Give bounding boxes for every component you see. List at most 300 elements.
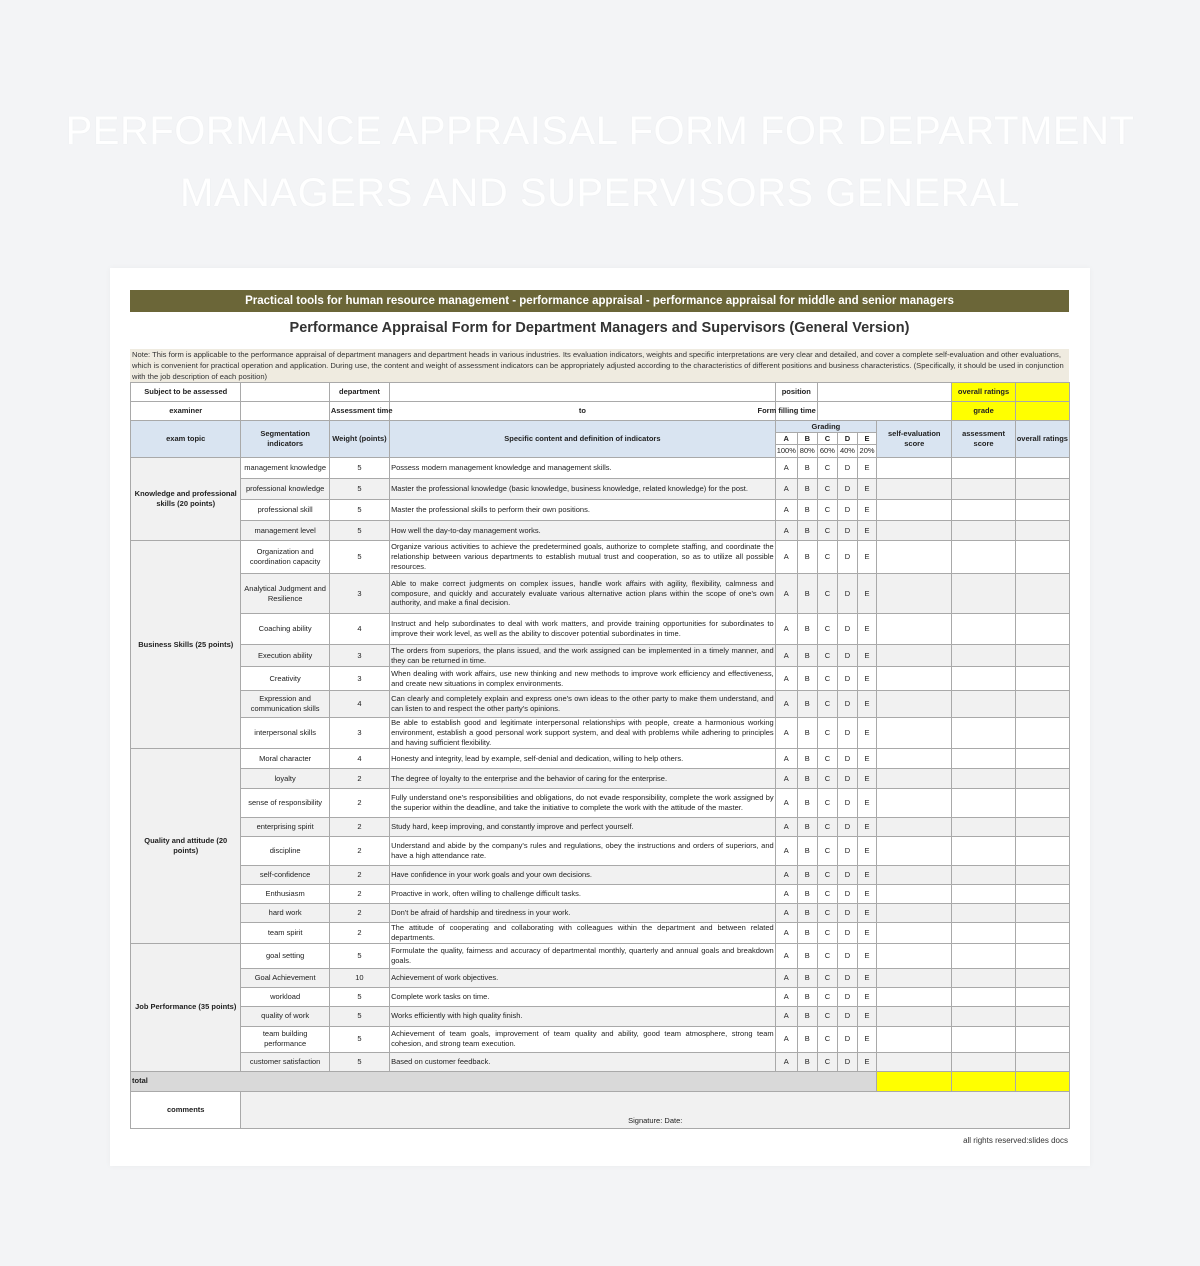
overall-rating-cell[interactable]	[1015, 691, 1069, 718]
self-eval-score-cell[interactable]	[877, 789, 952, 818]
content-cell: The degree of loyalty to the enterprise and the behavior of caring for the enterprise.	[390, 769, 776, 789]
grade-option-cell[interactable]: C	[817, 789, 837, 818]
content-cell: Can clearly and completely explain and express one's own ideas to the other party to make them understand, and can listen to and respect the other party's opinions.	[390, 691, 776, 718]
page-title-line-2: MANAGERS AND SUPERVISORS GENERAL	[180, 171, 1020, 215]
grade-option-cell[interactable]: D	[837, 1026, 857, 1052]
content-cell: Don't be afraid of hardship and tiredness in your work.	[390, 904, 776, 923]
weight-cell: 2	[329, 789, 389, 818]
grade-option-cell[interactable]: A	[775, 541, 797, 574]
grade-option-cell[interactable]: E	[858, 691, 877, 718]
grade-option-cell[interactable]: E	[858, 885, 877, 904]
indicator-cell: interpersonal skills	[241, 718, 329, 749]
weight-cell: 5	[329, 987, 389, 1006]
assessment-score-cell[interactable]	[952, 987, 1015, 1006]
overall-rating-cell[interactable]	[1015, 500, 1069, 521]
self-eval-score-cell[interactable]	[877, 749, 952, 769]
indicator-cell: sense of responsibility	[241, 789, 329, 818]
overall-rating-cell[interactable]	[1015, 645, 1069, 667]
header-exam-topic: exam topic	[131, 421, 241, 458]
grade-option-cell[interactable]: B	[797, 943, 817, 968]
table-row	[131, 1052, 1070, 1071]
exam-topic-cell: Job Performance (35 points)	[131, 943, 241, 1071]
grade-option-cell[interactable]: D	[837, 521, 857, 541]
grade-option-cell[interactable]: A	[775, 1026, 797, 1052]
weight-cell: 2	[329, 866, 389, 885]
grade-option-cell[interactable]: C	[817, 818, 837, 837]
assessment-score-cell[interactable]	[952, 885, 1015, 904]
grade-option-cell[interactable]: C	[817, 769, 837, 789]
grade-option-cell[interactable]: D	[837, 904, 857, 923]
grade-option-cell[interactable]: A	[775, 866, 797, 885]
grade-option-cell[interactable]: E	[858, 968, 877, 987]
assessment-score-cell[interactable]	[952, 645, 1015, 667]
grade-option-cell[interactable]: D	[837, 818, 857, 837]
self-eval-score-cell[interactable]	[877, 818, 952, 837]
position-input[interactable]	[817, 383, 952, 402]
form-title: Performance Appraisal Form for Department Managers and Supervisors (General Version)	[289, 320, 910, 336]
grade-option-cell[interactable]: B	[797, 645, 817, 667]
grade-option-cell[interactable]: E	[858, 718, 877, 749]
self-eval-score-cell[interactable]	[877, 1006, 952, 1026]
grade-option-cell[interactable]: C	[817, 541, 837, 574]
table-row	[131, 541, 1070, 574]
assessment-score-cell[interactable]	[952, 818, 1015, 837]
grade-option-cell[interactable]: E	[858, 789, 877, 818]
grade-option-cell[interactable]: C	[817, 458, 837, 479]
self-eval-score-cell[interactable]	[877, 691, 952, 718]
grade-option-cell[interactable]: B	[797, 479, 817, 500]
weight-cell: 2	[329, 769, 389, 789]
table-row	[131, 943, 1070, 968]
grade-option-cell[interactable]: A	[775, 691, 797, 718]
content-cell: Be able to establish good and legitimate interpersonal relationships with people, create a harmonious working environment, establish a good personal work support system, and deal with problems while adhering to principles and having sufficient flexibility.	[391, 718, 774, 747]
grade-option-cell[interactable]: B	[797, 904, 817, 923]
self-eval-score-cell[interactable]	[877, 458, 952, 479]
exam-topic-cell: Quality and attitude (20 points)	[131, 749, 241, 944]
assessment-score-cell[interactable]	[952, 500, 1015, 521]
grade-option-cell[interactable]: E	[858, 574, 877, 614]
overall-rating-cell[interactable]	[1015, 943, 1069, 968]
grade-option-cell[interactable]: A	[775, 968, 797, 987]
grade-option-cell[interactable]: B	[797, 968, 817, 987]
grade-option-cell[interactable]: D	[837, 667, 857, 691]
grade-option-cell[interactable]: C	[817, 749, 837, 769]
grade-option-cell[interactable]: C	[817, 479, 837, 500]
grade-option-cell[interactable]: E	[858, 521, 877, 541]
grade-option-cell[interactable]: E	[858, 500, 877, 521]
table-row	[131, 968, 1070, 987]
total-overall-cell[interactable]	[1015, 1071, 1069, 1091]
grade-option-cell[interactable]: E	[858, 1026, 877, 1052]
assessment-score-cell[interactable]	[952, 923, 1015, 944]
grade-option-cell[interactable]: E	[858, 479, 877, 500]
assessment-score-cell[interactable]	[952, 789, 1015, 818]
assessment-score-cell[interactable]	[952, 968, 1015, 987]
grade-option-cell[interactable]: C	[817, 574, 837, 614]
weight-cell: 3	[329, 718, 389, 749]
grade-option-cell[interactable]: E	[858, 1006, 877, 1026]
assessment-score-cell[interactable]	[952, 667, 1015, 691]
indicator-cell: workload	[241, 987, 329, 1006]
grade-option-cell[interactable]: A	[775, 574, 797, 614]
grade-option-cell[interactable]: C	[817, 923, 837, 944]
grade-option-cell[interactable]: D	[837, 458, 857, 479]
grade-option-cell[interactable]: B	[797, 1006, 817, 1026]
weight-cell: 2	[329, 923, 389, 944]
grade-option-cell[interactable]: B	[797, 574, 817, 614]
grade-option-cell[interactable]: E	[858, 818, 877, 837]
overall-rating-cell[interactable]	[1015, 667, 1069, 691]
grade-option-cell[interactable]: B	[797, 667, 817, 691]
content-cell: The attitude of cooperating and collaborating with colleagues within the department and between related departments.	[391, 923, 774, 942]
form-filling-input[interactable]	[817, 402, 952, 421]
document-card	[110, 268, 1090, 1166]
grade-option-cell[interactable]: E	[858, 866, 877, 885]
overall-rating-cell[interactable]	[1015, 614, 1069, 645]
grade-option-cell[interactable]: D	[837, 769, 857, 789]
self-eval-score-cell[interactable]	[877, 769, 952, 789]
overall-rating-cell[interactable]	[1015, 818, 1069, 837]
grade-option-cell[interactable]: D	[837, 574, 857, 614]
signature-cell[interactable]: Signature: Date:	[241, 1091, 1070, 1128]
overall-rating-cell[interactable]	[1015, 769, 1069, 789]
indicator-cell: professional knowledge	[241, 479, 329, 500]
grade-option-cell[interactable]: A	[775, 521, 797, 541]
grade-option-cell[interactable]: E	[858, 987, 877, 1006]
assessment-score-cell[interactable]	[952, 943, 1015, 968]
grade-option-cell[interactable]: B	[797, 1052, 817, 1071]
header-assessment: assessment score	[952, 421, 1015, 458]
indicator-cell: self-confidence	[241, 866, 329, 885]
table-row	[131, 718, 1070, 749]
grade-option-cell[interactable]: E	[858, 904, 877, 923]
grade-option-cell[interactable]: E	[858, 458, 877, 479]
assessment-score-cell[interactable]	[952, 837, 1015, 866]
self-eval-score-cell[interactable]	[877, 521, 952, 541]
grade-option-cell[interactable]: D	[837, 837, 857, 866]
table-row	[131, 749, 1070, 769]
weight-cell: 2	[329, 837, 389, 866]
self-eval-score-cell[interactable]	[877, 1052, 952, 1071]
grade-option-cell[interactable]: B	[797, 1026, 817, 1052]
overall-ratings-input[interactable]	[1015, 383, 1069, 402]
self-eval-score-cell[interactable]	[877, 574, 952, 614]
overall-rating-cell[interactable]	[1015, 574, 1069, 614]
indicator-cell: Moral character	[241, 749, 329, 769]
overall-rating-cell[interactable]	[1015, 479, 1069, 500]
grade-option-cell[interactable]: A	[775, 769, 797, 789]
grade-option-cell[interactable]: D	[837, 1052, 857, 1071]
grade-option-cell[interactable]: E	[858, 645, 877, 667]
grade-option-cell[interactable]: E	[858, 1052, 877, 1071]
overall-rating-cell[interactable]	[1015, 789, 1069, 818]
grade-option-cell[interactable]: C	[817, 968, 837, 987]
grade-option-cell[interactable]: A	[775, 614, 797, 645]
self-eval-score-cell[interactable]	[877, 987, 952, 1006]
grade-option-cell[interactable]: A	[775, 904, 797, 923]
overall-rating-cell[interactable]	[1015, 866, 1069, 885]
self-eval-score-cell[interactable]	[877, 645, 952, 667]
exam-topic-cell: Business Skills (25 points)	[131, 541, 241, 749]
indicator-cell: goal setting	[241, 943, 329, 968]
overall-rating-cell[interactable]	[1015, 749, 1069, 769]
weight-cell: 5	[329, 458, 389, 479]
appraisal-table	[130, 382, 1070, 1129]
grade-option-cell[interactable]: D	[837, 541, 857, 574]
grade-option-cell[interactable]: D	[837, 866, 857, 885]
table-row	[131, 987, 1070, 1006]
assessment-score-cell[interactable]	[952, 1052, 1015, 1071]
table-row	[131, 769, 1070, 789]
grade-input[interactable]	[1015, 402, 1069, 421]
self-eval-score-cell[interactable]	[877, 614, 952, 645]
weight-cell: 2	[329, 904, 389, 923]
grade-option-cell[interactable]: A	[775, 987, 797, 1006]
assessment-score-cell[interactable]	[952, 521, 1015, 541]
grade-option-cell[interactable]: D	[837, 614, 857, 645]
grade-option-cell[interactable]: E	[858, 614, 877, 645]
grade-option-cell[interactable]: B	[797, 987, 817, 1006]
grade-option-cell[interactable]: B	[797, 691, 817, 718]
grade-option-cell[interactable]: D	[837, 923, 857, 944]
assessment-score-cell[interactable]	[952, 904, 1015, 923]
self-eval-score-cell[interactable]	[877, 837, 952, 866]
grade-option-cell[interactable]: E	[858, 923, 877, 944]
self-eval-score-cell[interactable]	[877, 943, 952, 968]
position-label: position	[775, 383, 817, 402]
grade-option-cell[interactable]: C	[817, 943, 837, 968]
assessment-score-cell[interactable]	[952, 479, 1015, 500]
self-eval-score-cell[interactable]	[877, 866, 952, 885]
content-cell: Have confidence in your work goals and your own decisions.	[390, 866, 776, 885]
department-input[interactable]	[390, 383, 776, 402]
overall-rating-cell[interactable]	[1015, 521, 1069, 541]
grade-option-cell[interactable]: A	[775, 923, 797, 944]
indicator-cell: professional skill	[241, 500, 329, 521]
overall-rating-cell[interactable]	[1015, 904, 1069, 923]
self-eval-score-cell[interactable]	[877, 479, 952, 500]
overall-rating-cell[interactable]	[1015, 885, 1069, 904]
total-assessment-cell[interactable]	[952, 1071, 1015, 1091]
header-grading: Grading	[775, 421, 876, 433]
grade-option-cell[interactable]: D	[837, 885, 857, 904]
overall-rating-cell[interactable]	[1015, 1052, 1069, 1071]
assessment-score-cell[interactable]	[952, 718, 1015, 749]
grade-option-cell[interactable]: E	[858, 749, 877, 769]
grade-option-cell[interactable]: C	[817, 885, 837, 904]
weight-cell: 3	[329, 667, 389, 691]
self-eval-score-cell[interactable]	[877, 904, 952, 923]
self-eval-score-cell[interactable]	[877, 541, 952, 574]
weight-cell: 3	[329, 645, 389, 667]
grade-option-cell[interactable]: B	[797, 749, 817, 769]
grade-option-cell[interactable]: A	[775, 479, 797, 500]
grade-option-cell[interactable]: C	[817, 691, 837, 718]
grade-option-cell[interactable]: A	[775, 943, 797, 968]
grade-option-cell[interactable]: D	[837, 987, 857, 1006]
grade-option-cell[interactable]: B	[797, 718, 817, 749]
grade-option-cell[interactable]: E	[858, 943, 877, 968]
grade-option-cell[interactable]: D	[837, 943, 857, 968]
indicator-cell: management level	[241, 521, 329, 541]
grade-option-cell[interactable]: B	[797, 789, 817, 818]
grade-option-cell[interactable]: C	[817, 645, 837, 667]
overall-rating-cell[interactable]	[1015, 968, 1069, 987]
content-cell: Able to make correct judgments on complex issues, handle work affairs with agility, flexibility, calmness and composure, and quickly and accurately evaluate various alternative action plans within the scope of one's own authority, and make a final decision.	[390, 574, 776, 614]
grade-option-cell[interactable]: A	[775, 1006, 797, 1026]
table-row	[131, 1006, 1070, 1026]
grade-option-cell[interactable]: B	[797, 837, 817, 866]
overall-rating-cell[interactable]	[1015, 718, 1069, 749]
grade-option-cell[interactable]: A	[775, 789, 797, 818]
table-row	[131, 574, 1070, 614]
grade-option-cell[interactable]: B	[797, 866, 817, 885]
self-eval-score-cell[interactable]	[877, 500, 952, 521]
grade-option-cell[interactable]: E	[858, 837, 877, 866]
grade-option-cell[interactable]: E	[858, 667, 877, 691]
overall-rating-cell[interactable]	[1015, 1006, 1069, 1026]
grade-option-cell[interactable]: A	[775, 885, 797, 904]
grade-option-cell[interactable]: D	[837, 718, 857, 749]
indicator-cell: Execution ability	[241, 645, 329, 667]
grade-option-cell[interactable]: D	[837, 1006, 857, 1026]
grade-option-cell[interactable]: D	[837, 968, 857, 987]
table-row	[131, 691, 1070, 718]
grade-option-cell[interactable]: D	[837, 479, 857, 500]
grade-option-cell[interactable]: C	[817, 667, 837, 691]
table-row	[131, 789, 1070, 818]
content-cell: Organize various activities to achieve the predetermined goals, authorize to complete staffing, and coordinate the relationship between various departments to establish mutual trust and cooperation, so as to utilize all possible resources.	[390, 541, 776, 574]
grade-option-cell[interactable]: E	[858, 541, 877, 574]
grade-option-cell[interactable]: A	[775, 818, 797, 837]
note-text: Note: This form is applicable to the performance appraisal of department managers and department heads in various industries. Its evaluation indicators, weights and specific interpretations are very clear and detailed, and cover a complete self-evaluation and other evaluations, which is convenient for practical operation and application. During use, the content and weight of assessment indicators can be appropriately adjusted according to the characteristics of different positions and business characteristics. (Specifically, it should be used in conjunction with the job description of each position)	[130, 349, 1069, 382]
grade-option-cell[interactable]: B	[797, 458, 817, 479]
self-eval-score-cell[interactable]	[877, 1026, 952, 1052]
indicator-cell: Creativity	[241, 667, 329, 691]
weight-cell: 5	[329, 1052, 389, 1071]
overall-rating-cell[interactable]	[1015, 1026, 1069, 1052]
grade-option-cell[interactable]: A	[775, 458, 797, 479]
comments-row	[131, 1091, 1070, 1128]
indicator-cell: Organization and coordination capacity	[241, 541, 329, 574]
overall-rating-cell[interactable]	[1015, 837, 1069, 866]
subject-input[interactable]	[241, 383, 329, 402]
grade-option-cell[interactable]: B	[797, 818, 817, 837]
grade-option-cell[interactable]: C	[817, 500, 837, 521]
grade-option-cell[interactable]: A	[775, 667, 797, 691]
indicator-cell: Enthusiasm	[241, 885, 329, 904]
grade-option-cell[interactable]: B	[797, 521, 817, 541]
overall-rating-cell[interactable]	[1015, 987, 1069, 1006]
grade-option-cell[interactable]: C	[817, 1026, 837, 1052]
table-row	[131, 667, 1070, 691]
assessment-score-cell[interactable]	[952, 574, 1015, 614]
grade-option-cell[interactable]: C	[817, 718, 837, 749]
grade-option-cell[interactable]: B	[797, 885, 817, 904]
header-grade-percent: 20%	[858, 445, 877, 458]
grade-option-cell[interactable]: D	[837, 691, 857, 718]
grade-option-cell[interactable]: D	[837, 645, 857, 667]
content-cell: Works efficiently with high quality finish.	[390, 1006, 776, 1026]
grade-option-cell[interactable]: B	[797, 500, 817, 521]
grade-option-cell[interactable]: A	[775, 645, 797, 667]
overall-rating-cell[interactable]	[1015, 458, 1069, 479]
indicator-cell: quality of work	[241, 1006, 329, 1026]
examiner-input[interactable]	[241, 402, 329, 421]
assessment-score-cell[interactable]	[952, 458, 1015, 479]
grade-option-cell[interactable]: B	[797, 614, 817, 645]
self-eval-score-cell[interactable]	[877, 923, 952, 944]
content-cell: Fully understand one's responsibilities and obligations, do not evade responsibility, complete the work assigned by the superior within the deadline, and take the initiative to complete the work with the attitude of the master.	[390, 789, 776, 818]
header-weight: Weight (points)	[329, 421, 389, 458]
header-grade-letter: C	[817, 433, 837, 445]
grade-option-cell[interactable]: B	[797, 769, 817, 789]
grade-option-cell[interactable]: C	[817, 1052, 837, 1071]
grade-option-cell[interactable]: A	[775, 718, 797, 749]
grade-option-cell[interactable]: A	[775, 1052, 797, 1071]
self-eval-score-cell[interactable]	[877, 968, 952, 987]
header-grade-letter: D	[837, 433, 857, 445]
grade-option-cell[interactable]: B	[797, 923, 817, 944]
assessment-score-cell[interactable]	[952, 749, 1015, 769]
grade-option-cell[interactable]: C	[817, 987, 837, 1006]
grade-option-cell[interactable]: D	[837, 500, 857, 521]
self-eval-score-cell[interactable]	[877, 718, 952, 749]
overall-rating-cell[interactable]	[1015, 923, 1069, 944]
grade-option-cell[interactable]: A	[775, 837, 797, 866]
self-eval-score-cell[interactable]	[877, 667, 952, 691]
grade-option-cell[interactable]: C	[817, 904, 837, 923]
assessment-score-cell[interactable]	[952, 541, 1015, 574]
assessment-score-cell[interactable]	[952, 1026, 1015, 1052]
assessment-score-cell[interactable]	[952, 691, 1015, 718]
grade-option-cell[interactable]: C	[817, 614, 837, 645]
header-content: Specific content and definition of indicators	[390, 421, 776, 458]
total-self-eval-cell[interactable]	[877, 1071, 952, 1091]
grade-option-cell[interactable]: B	[797, 541, 817, 574]
assessment-score-cell[interactable]	[952, 769, 1015, 789]
grade-option-cell[interactable]: A	[775, 500, 797, 521]
grade-option-cell[interactable]: A	[775, 749, 797, 769]
header-segmentation: Segmentation indicators	[241, 421, 329, 458]
grade-option-cell[interactable]: E	[858, 769, 877, 789]
form-filling-label: Form filling time	[775, 402, 817, 421]
overall-rating-cell[interactable]	[1015, 541, 1069, 574]
grade-option-cell[interactable]: D	[837, 789, 857, 818]
grade-option-cell[interactable]: C	[817, 521, 837, 541]
content-cell: Formulate the quality, fairness and accuracy of departmental monthly, quarterly and annual goals and breakdown goals.	[390, 943, 776, 968]
assessment-score-cell[interactable]	[952, 614, 1015, 645]
grade-option-cell[interactable]: C	[817, 1006, 837, 1026]
grade-option-cell[interactable]: C	[817, 837, 837, 866]
weight-cell: 5	[329, 943, 389, 968]
table-row	[131, 904, 1070, 923]
assessment-score-cell[interactable]	[952, 1006, 1015, 1026]
weight-cell: 5	[329, 1006, 389, 1026]
header-grade-letter: A	[775, 433, 797, 445]
content-cell: The orders from superiors, the plans issued, and the work assigned can be implemented in a timely manner, and they can be returned in time.	[391, 645, 774, 665]
content-cell: Understand and abide by the company's rules and regulations, obey the instructions and orders of superiors, and have a high attendance rate.	[390, 837, 776, 866]
table-row	[131, 923, 1070, 944]
subject-label: Subject to be assessed	[131, 383, 241, 402]
assessment-score-cell[interactable]	[952, 866, 1015, 885]
table-row	[131, 479, 1070, 500]
self-eval-score-cell[interactable]	[877, 885, 952, 904]
indicator-cell: customer satisfaction	[241, 1052, 329, 1071]
grade-option-cell[interactable]: C	[817, 866, 837, 885]
table-row	[131, 818, 1070, 837]
grade-option-cell[interactable]: D	[837, 749, 857, 769]
